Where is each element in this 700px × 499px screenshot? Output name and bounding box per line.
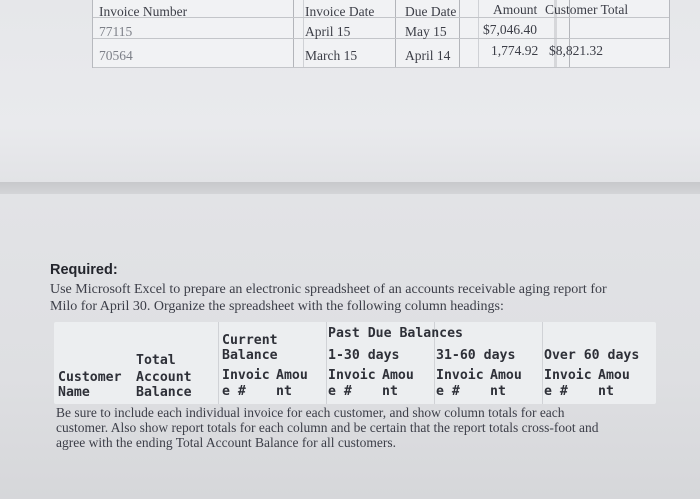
invoice-no-heading: e # — [328, 384, 352, 399]
column-divider — [326, 322, 327, 404]
row-divider — [93, 38, 669, 39]
total-heading-line2: Account — [136, 370, 192, 385]
range-1-30-heading: 1-30 days — [328, 348, 400, 363]
amount-cell: $7,046.40 — [483, 22, 537, 37]
current-heading-line1: Current — [222, 333, 278, 348]
header-due-date: Due Date — [405, 4, 457, 19]
amount-heading: Amou — [490, 368, 522, 383]
column-divider — [395, 0, 396, 68]
due-date-cell: April 14 — [405, 48, 451, 63]
row-divider — [93, 67, 669, 68]
total-heading-line3: Balance — [136, 385, 192, 400]
invoice-date-cell: April 15 — [305, 24, 351, 39]
invoice-no-heading: Invoic — [544, 368, 592, 383]
invoice-date-cell: March 15 — [305, 48, 358, 63]
column-divider — [303, 0, 304, 68]
invoice-number-cell: 77115 — [99, 24, 133, 39]
customer-heading-line2: Name — [58, 385, 90, 400]
amount-heading: nt — [490, 384, 506, 399]
invoice-number-cell: 70564 — [99, 48, 133, 63]
range-31-60-heading: 31-60 days — [436, 348, 516, 363]
amount-heading: nt — [276, 384, 292, 399]
amount-heading: nt — [598, 384, 614, 399]
note-line: customer. Also show report totals for each column and be certain that the report totals cross-foot and — [56, 420, 599, 435]
invoice-table-region — [0, 0, 700, 182]
past-due-title: Past Due Balances — [328, 326, 463, 341]
invoice-no-heading: Invoic — [328, 368, 376, 383]
column-divider — [542, 322, 543, 404]
invoice-no-heading: Invoic — [436, 368, 484, 383]
header-amount: Amount — [493, 2, 538, 17]
amount-heading: Amou — [276, 368, 308, 383]
amount-heading: Amou — [598, 368, 630, 383]
header-invoice-number: Invoice Number — [99, 4, 188, 19]
instructions-line: Use Microsoft Excel to prepare an electronic spreadsheet of an accounts receivable aging report for — [50, 282, 607, 297]
note-line: Be sure to include each individual invoice for each customer, and show column totals for each — [56, 405, 565, 420]
due-date-cell: May 15 — [405, 24, 447, 39]
customer-total-cell: $8,821.32 — [549, 43, 603, 58]
invoice-table — [92, 0, 670, 68]
amount-cell: 1,774.92 — [491, 43, 539, 58]
invoice-no-heading: Invoic — [222, 368, 270, 383]
customer-heading-line1: Customer — [58, 370, 122, 385]
invoice-no-heading: e # — [544, 384, 568, 399]
amount-heading: nt — [382, 384, 398, 399]
section-divider — [0, 182, 700, 194]
header-invoice-date: Invoice Date — [305, 4, 375, 19]
total-heading-line1: Total — [136, 353, 176, 368]
column-divider — [293, 0, 294, 68]
instructions-line: Milo for April 30. Organize the spreadsheet with the following column headings: — [50, 299, 504, 314]
note-line: agree with the ending Total Account Balance for all customers. — [56, 435, 396, 450]
range-over-60-heading: Over 60 days — [544, 348, 640, 363]
column-divider — [478, 0, 479, 68]
required-heading: Required: — [50, 262, 118, 278]
invoice-no-heading: e # — [436, 384, 460, 399]
invoice-no-heading: e # — [222, 384, 246, 399]
amount-heading: Amou — [382, 368, 414, 383]
column-divider — [459, 0, 460, 68]
current-heading-line2: Balance — [222, 348, 278, 363]
column-divider — [218, 322, 219, 404]
header-customer-total: Customer Total — [545, 2, 629, 17]
